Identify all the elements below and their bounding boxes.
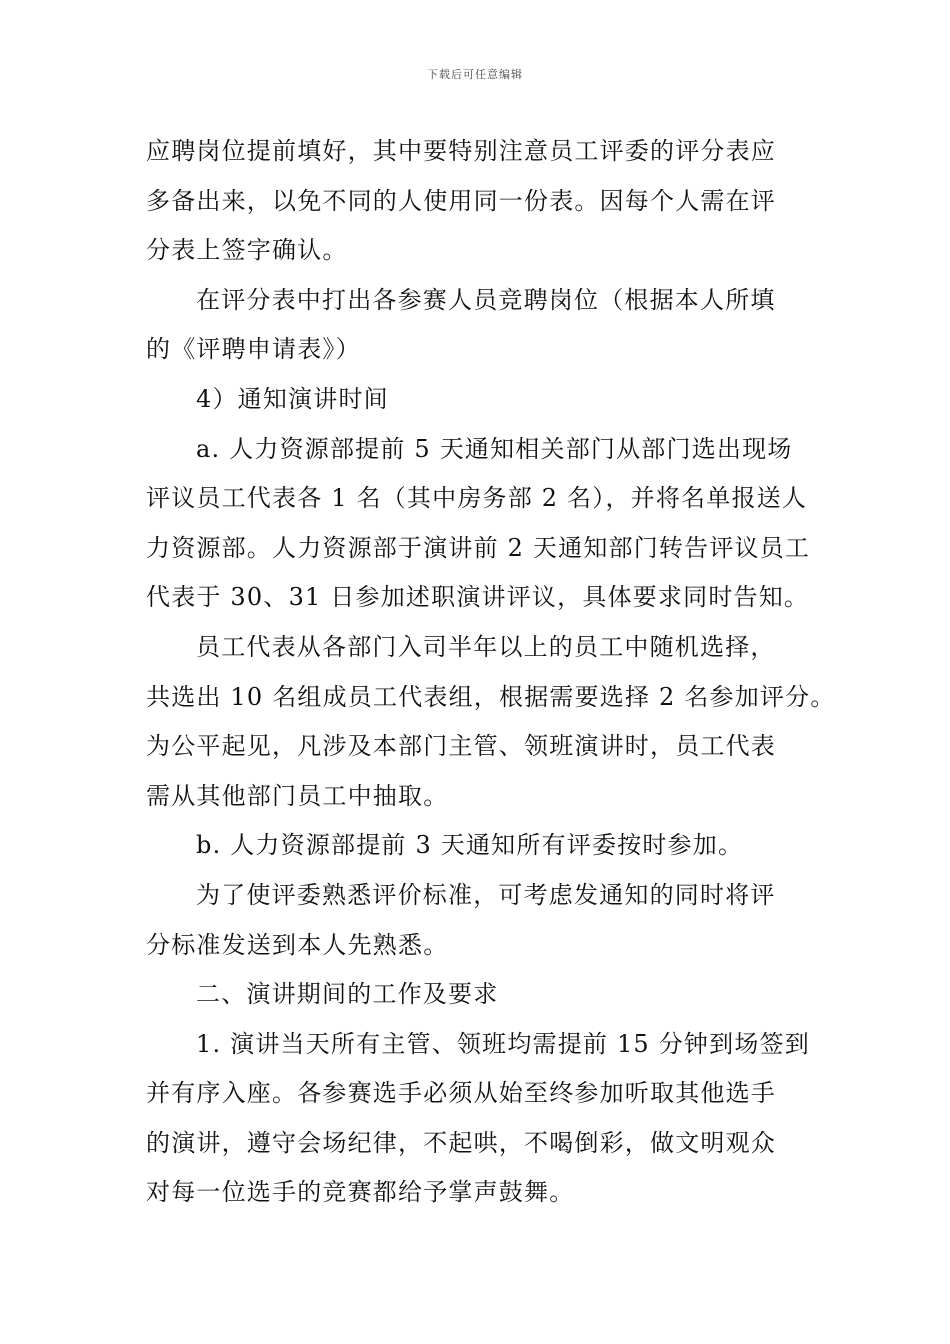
text-line: 代表于 30、31 日参加述职演讲评议，具体要求同时告知。 xyxy=(146,583,810,612)
text-line: 对每一位选手的竞赛都给予掌声鼓舞。 xyxy=(146,1178,575,1207)
text-line: 共选出 10 名组成员工代表组，根据需要选择 2 名参加评分。 xyxy=(146,682,836,711)
text-line: 为公平起见，凡涉及本部门主管、领班演讲时，员工代表 xyxy=(146,732,776,761)
text-line: 应聘岗位提前填好，其中要特别注意员工评委的评分表应 xyxy=(146,137,776,165)
text-line: 分标准发送到本人先熟悉。 xyxy=(146,930,449,959)
text-line: 多备出来，以免不同的人使用同一份表。因每个人需在评 xyxy=(146,186,776,215)
text-line: 需从其他部门员工中抽取。 xyxy=(146,781,449,810)
text-line: 力资源部。人力资源部于演讲前 2 天通知部门转告评议员工 xyxy=(146,533,811,562)
text-line: 在评分表中打出各参赛人员竞聘岗位（根据本人所填 xyxy=(196,285,776,314)
text-line: 评议员工代表各 1 名（其中房务部 2 名），并将名单报送人 xyxy=(146,484,808,513)
text-line: b. 人力资源部提前 3 天通知所有评委按时参加。 xyxy=(196,831,744,860)
section-heading: 二、演讲期间的工作及要求 xyxy=(196,980,499,1009)
text-line: 的《评聘申请表》） xyxy=(146,335,361,364)
document-body xyxy=(146,127,836,1218)
text-line: 分表上签字确认。 xyxy=(146,236,348,265)
page-header: 下载后可任意编辑 xyxy=(427,68,523,81)
section-heading: 4）通知演讲时间 xyxy=(196,384,389,413)
text-line: 1. 演讲当天所有主管、领班均需提前 15 分钟到场签到 xyxy=(196,1029,810,1058)
text-line: 并有序入座。各参赛选手必须从始至终参加听取其他选手 xyxy=(146,1079,776,1108)
text-line: 员工代表从各部门入司半年以上的员工中随机选择， xyxy=(196,632,776,661)
text-line: 的演讲，遵守会场纪律，不起哄，不喝倒彩，做文明观众 xyxy=(146,1128,776,1157)
text-line: a. 人力资源部提前 5 天通知相关部门从部门选出现场 xyxy=(196,434,793,463)
text-line: 为了使评委熟悉评价标准，可考虑发通知的同时将评 xyxy=(196,880,776,909)
